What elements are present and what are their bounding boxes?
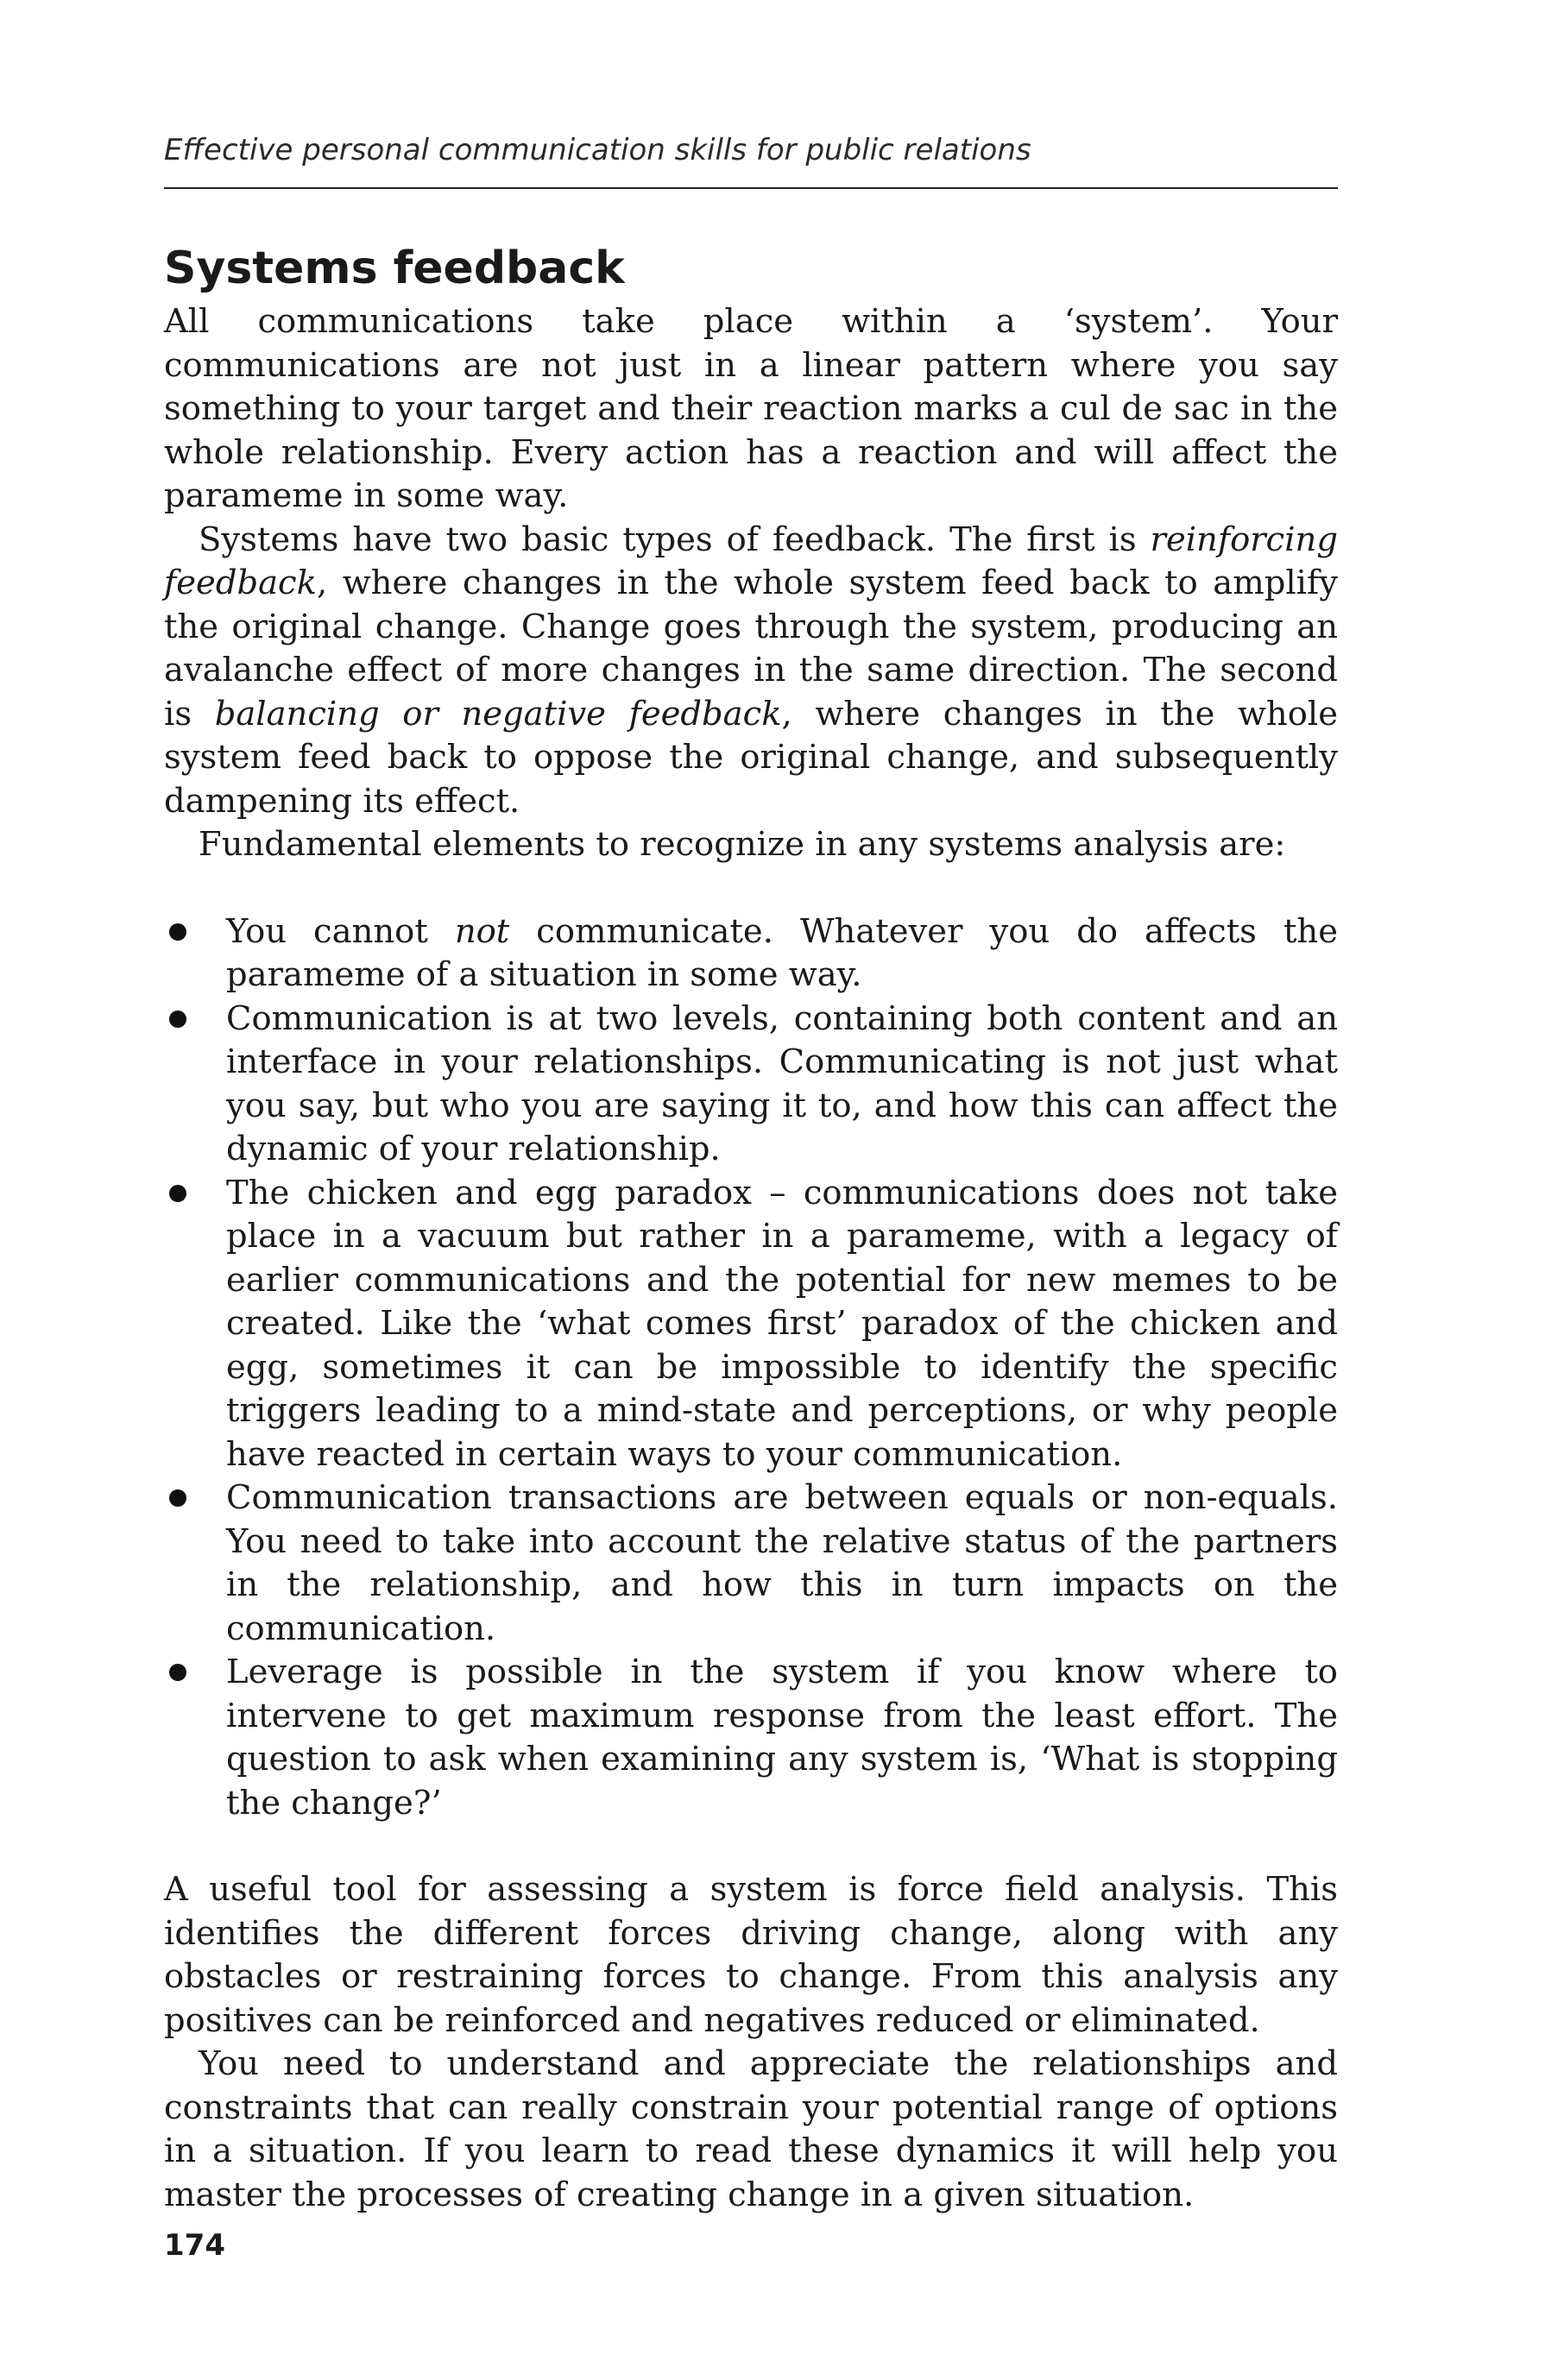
- list-item: [164, 1172, 1338, 1477]
- list-item-text: communicate. Whatever you do affects the parameme of a situation in some way.: [226, 911, 1338, 994]
- list-item-text: Communication transactions are between equals or non-equals. You need to take into account the relative status of the partners in the relationship, and how this in turn impacts on the communication.: [226, 1478, 1338, 1648]
- bullet-icon: [169, 1489, 186, 1507]
- bullet-icon: [169, 1185, 186, 1202]
- list-item-text: The chicken and egg paradox – communications does not take place in a vacuum but rather in a parameme, with a legacy of earlier communications and the potential for new memes to be created. Like the ‘what comes first’ paradox of the chicken and egg, sometimes it can be impossible to identify the specific triggers leading to a mind-state and perceptions, or why people have reacted in certain ways to your communication.: [226, 1173, 1338, 1474]
- bullet-icon: [169, 1011, 186, 1028]
- paragraph-text: , where changes in the whole system feed back to oppose the original change, and subsequently dampening its effect.: [164, 694, 1339, 821]
- paragraph-text: Systems have two basic types of feedback. The first is: [199, 519, 1151, 559]
- term-balancing-feedback: balancing or negative feedback: [214, 694, 782, 734]
- emphasis-not: not: [454, 911, 510, 951]
- list-item: [164, 1476, 1338, 1651]
- page-number: 174: [164, 2228, 225, 2263]
- paragraph-constraints: You need to understand and appreciate the relationships and constraints that can really constrain your potential range of options in a situation. If you learn to read these dynamics it will help you master the processes of creating change in a given situation.: [164, 2044, 1338, 2214]
- section-title: Systems feedback: [164, 242, 625, 294]
- list-item: [164, 998, 1338, 1172]
- term-reinforcing-feedback: reinforcing feedback: [164, 519, 1338, 602]
- paragraph-feedback-types: [164, 519, 1338, 824]
- paragraph-force-field: A useful tool for assessing a system is force field analysis. This identifies the different forces driving change, along with any obstacles or restraining forces to change. From this analysis any positives can be reinforced and negatives reduced or eliminated.: [164, 1870, 1338, 2040]
- bullet-list: [164, 910, 1338, 1826]
- list-item-text: Communication is at two levels, containing both content and an interface in your relationships. Communicating is not just what you say, but who you are saying it to, and how this can affect the dynamic of your relationship.: [226, 998, 1338, 1168]
- paragraph-system-intro: All communications take place within a ‘system’. Your communications are not just in a linear pattern where you say something to your target and their reaction marks a cul de sac in the whole relationship. Every action has a reaction and will affect the parameme in some way.: [164, 302, 1338, 515]
- list-item: [164, 910, 1338, 998]
- bullet-icon: [169, 1664, 186, 1681]
- bullet-icon: [169, 923, 186, 941]
- list-item-text: Leverage is possible in the system if you know where to intervene to get maximum response from the least effort. The question to ask when examining any system is, ‘What is stopping the change?’: [226, 1653, 1338, 1823]
- paragraph-text: , where changes in the whole system feed back to amplify the original change. Change goes through the system, producing an avalanche effect of more changes in the same direction. The second is: [164, 564, 1338, 734]
- list-item-text: You cannot: [226, 911, 455, 951]
- header-rule: [164, 187, 1338, 189]
- paragraph-fundamental-elements: Fundamental elements to recognize in any systems analysis are:: [199, 825, 1286, 864]
- running-head: Effective personal communication skills for public relations: [164, 133, 1031, 167]
- body-text: [164, 300, 1338, 2217]
- list-item: [164, 1651, 1338, 1825]
